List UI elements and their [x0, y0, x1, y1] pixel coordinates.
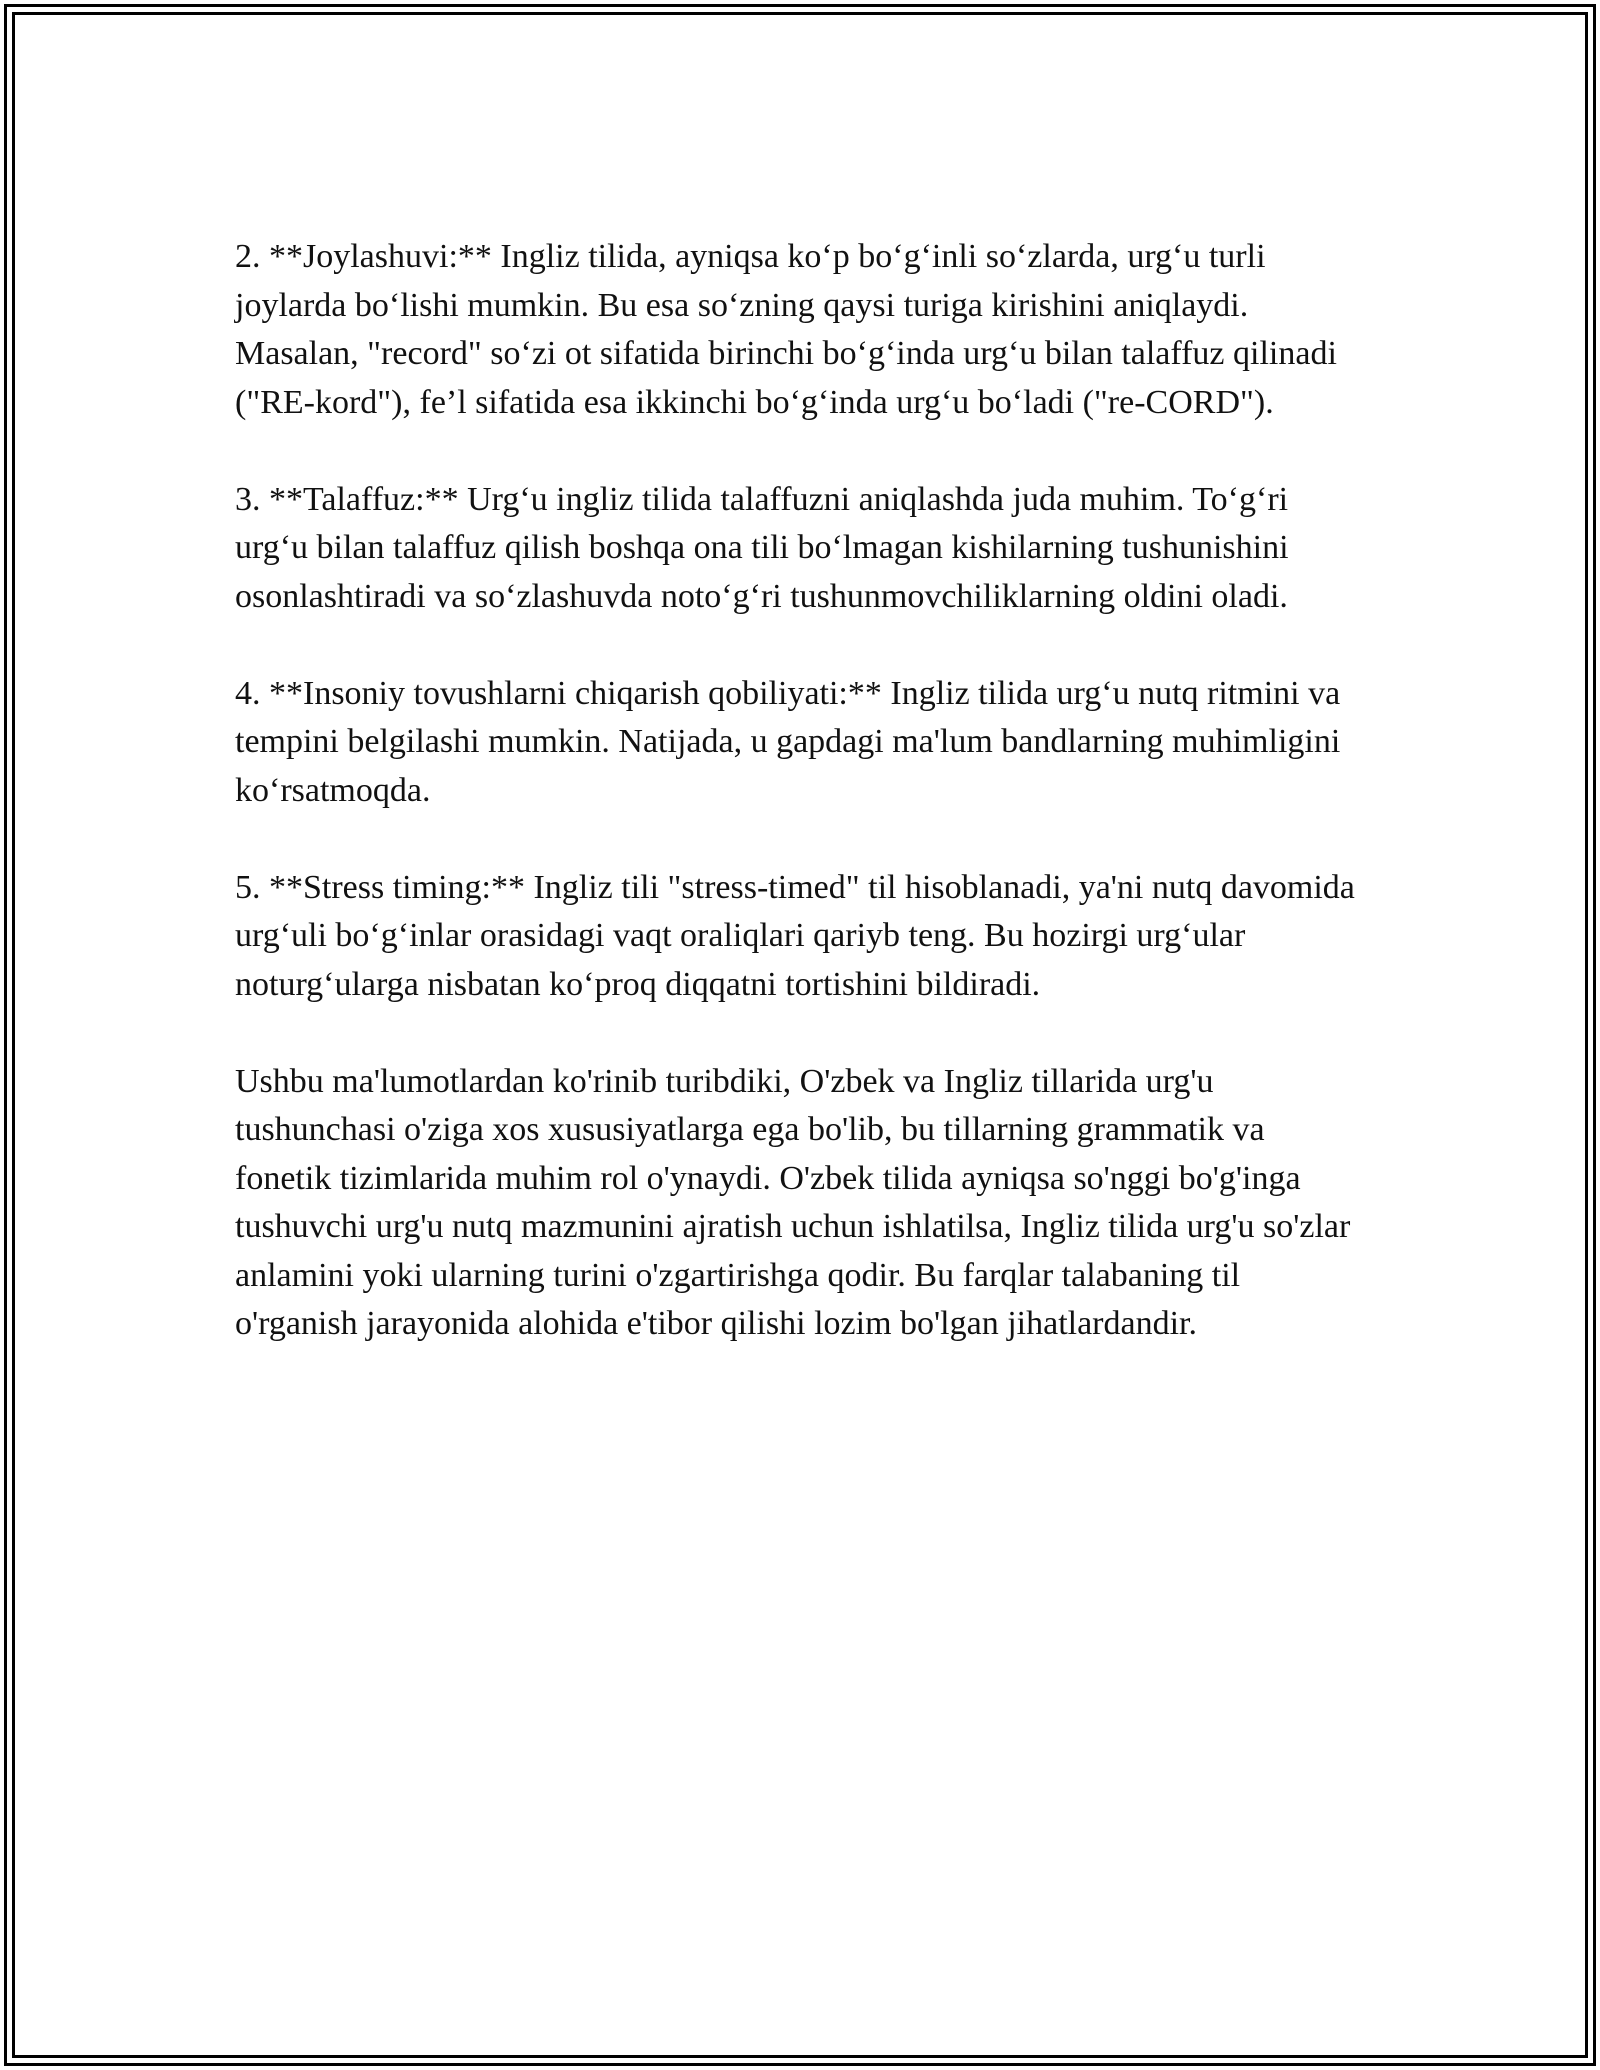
paragraph-joylashuvi: 2. **Joylashuvi:** Ingliz tilida, ayniqsa ko‘p bo‘g‘inli so‘zlarda, urg‘u turli joylarda bo‘lishi mumkin. Bu esa so‘zning qaysi turiga kirishini aniqlaydi. Masalan, "record" so‘zi ot sifatida birinchi bo‘g‘inda urg‘u bilan talaffuz qilinadi ("RE-kord"), fe’l sifatida esa ikkinchi bo‘g‘inda urg‘u bo‘ladi ("re-CORD"). — [235, 238, 1337, 421]
paragraph-insoniy-tovushlar: 4. **Insoniy tovushlarni chiqarish qobiliyati:** Ingliz tilida urg‘u nutq ritmini va tempini belgilashi mumkin. Natijada, u gapdagi ma'lum bandlarning muhimligini ko‘rsatmoqda. — [235, 674, 1341, 809]
paragraph-conclusion: Ushbu ma'lumotlardan ko'rinib turibdiki, O'zbek va Ingliz tillarida urg'u tushunchasi o'ziga xos xususiyatlarga ega bo'lib, bu tillarning grammatik va fonetik tizimlarida muhim rol o'ynaydi. O'zbek tilida ayniqsa so'nggi bo'g'inga tushuvchi urg'u nutq mazmunini ajratish uchun ishlatilsa, Ingliz tilida urg'u so'zlar anlamini yoki ularning turini o'zgartirishga qodir. Bu farqlar talabaning til o'rganish jarayonida alohida e'tibor qilishi lozim bo'lgan jihatlardandir. — [235, 1062, 1351, 1342]
paragraph-stress-timing: 5. **Stress timing:** Ingliz tili "stress-timed" til hisoblanadi, ya'ni nutq davomida urg‘uli bo‘g‘inlar orasidagi vaqt oraliqlari qariyb teng. Bu hozirgi urg‘ular noturg‘ularga nisbatan ko‘proq diqqatni tortishini bildiradi. — [235, 868, 1355, 1003]
paragraph-talaffuz: 3. **Talaffuz:** Urg‘u ingliz tilida talaffuzni aniqlashda juda muhim. To‘g‘ri urg‘u bilan talaffuz qilish boshqa ona tili bo‘lmagan kishilarning tushunishini osonlashtiradi va so‘zlashuvda noto‘g‘ri tushunmovchiliklarning oldini oladi. — [235, 480, 1289, 615]
document-body — [235, 233, 1365, 1349]
